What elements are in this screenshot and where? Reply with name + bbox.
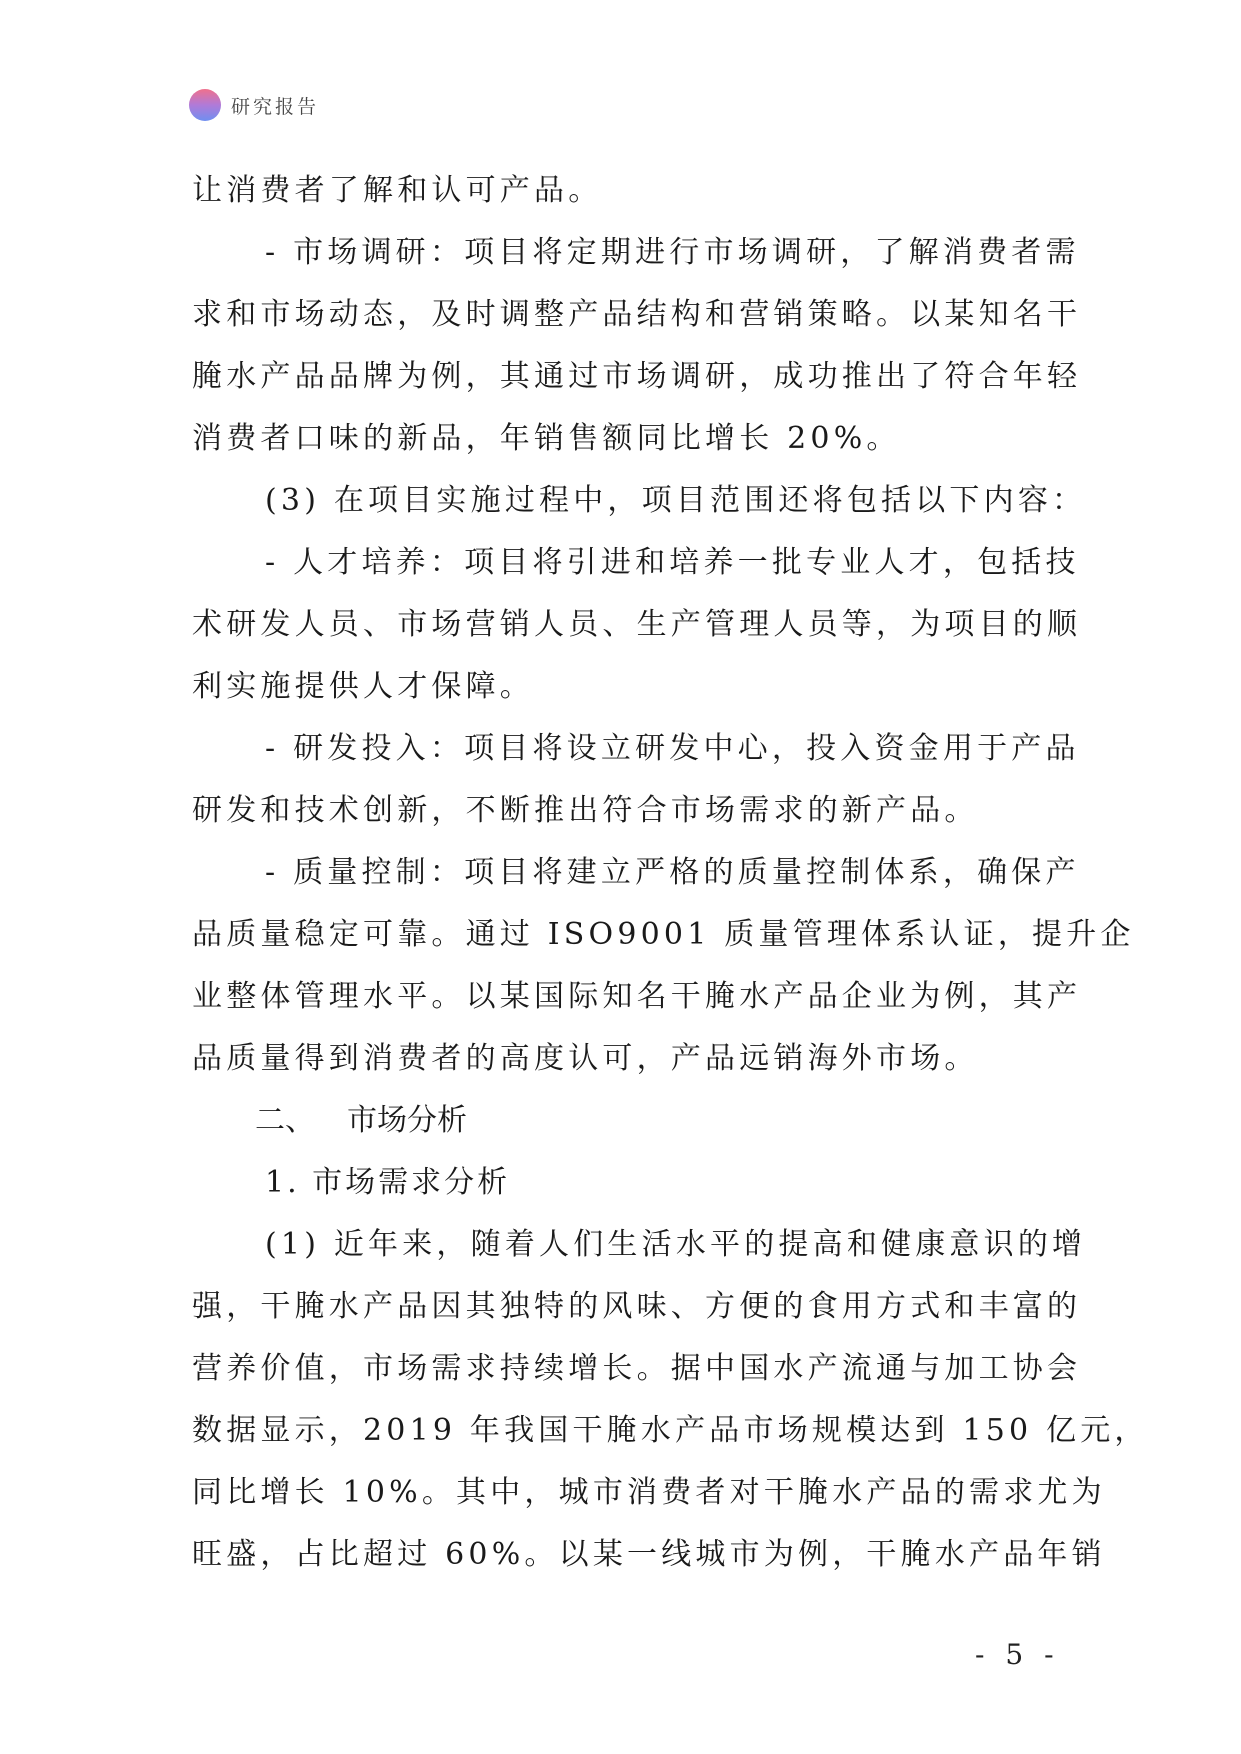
text-line: 数据显示，2019 年我国干腌水产品市场规模达到 150 亿元， — [192, 1413, 1149, 1448]
text-line: 营养价值，市场需求持续增长。据中国水产流通与加工协会 — [192, 1351, 1082, 1386]
text-line: 品质量得到消费者的高度认可，产品远销海外市场。 — [192, 1041, 979, 1076]
text-line: - 质量控制：项目将建立严格的质量控制体系，确保产 — [265, 855, 1080, 890]
report-logo-icon — [189, 89, 221, 121]
text-line: - 人才培养：项目将引进和培养一批专业人才，包括技 — [265, 545, 1080, 580]
text-line: - 市场调研：项目将定期进行市场调研，了解消费者需 — [265, 235, 1080, 270]
header-title: 研究报告 — [231, 95, 320, 118]
text-line: 让消费者了解和认可产品。 — [192, 173, 603, 208]
text-line: 研发和技术创新，不断推出符合市场需求的新产品。 — [192, 793, 979, 828]
text-line: 业整体管理水平。以某国际知名干腌水产品企业为例，其产 — [192, 979, 1082, 1014]
text-line: 品质量稳定可靠。通过 ISO9001 质量管理体系认证，提升企 — [192, 917, 1135, 952]
text-line: 消费者口味的新品，年销售额同比增长 20%。 — [192, 421, 901, 456]
text-line: (1) 近年来，随着人们生活水平的提高和健康意识的增 — [265, 1227, 1087, 1262]
section-title: 市场分析 — [347, 1103, 467, 1138]
section-heading — [192, 1090, 1062, 1152]
page-header — [189, 89, 319, 121]
text-line: 求和市场动态，及时调整产品结构和营销策略。以某知名干 — [192, 297, 1082, 332]
text-line: 利实施提供人才保障。 — [192, 669, 534, 704]
text-line: 强，干腌水产品因其独特的风味、方便的食用方式和丰富的 — [192, 1289, 1082, 1324]
subsection-heading: 1. 市场需求分析 — [265, 1165, 511, 1200]
text-line: 同比增长 10%。其中，城市消费者对干腌水产品的需求尤为 — [192, 1475, 1106, 1510]
text-line: 旺盛，占比超过 60%。以某一线城市为例，干腌水产品年销 — [192, 1537, 1106, 1572]
text-line: 腌水产品品牌为例，其通过市场调研，成功推出了符合年轻 — [192, 359, 1082, 394]
text-line: - 研发投入：项目将设立研发中心，投入资金用于产品 — [265, 731, 1080, 766]
page-number: - 5 - — [975, 1638, 1060, 1671]
text-line: 术研发人员、市场营销人员、生产管理人员等，为项目的顺 — [192, 607, 1082, 642]
section-number: 二、 — [255, 1103, 315, 1138]
document-body — [192, 160, 1149, 1586]
text-line: (3) 在项目实施过程中，项目范围还将包括以下内容： — [265, 483, 1087, 518]
